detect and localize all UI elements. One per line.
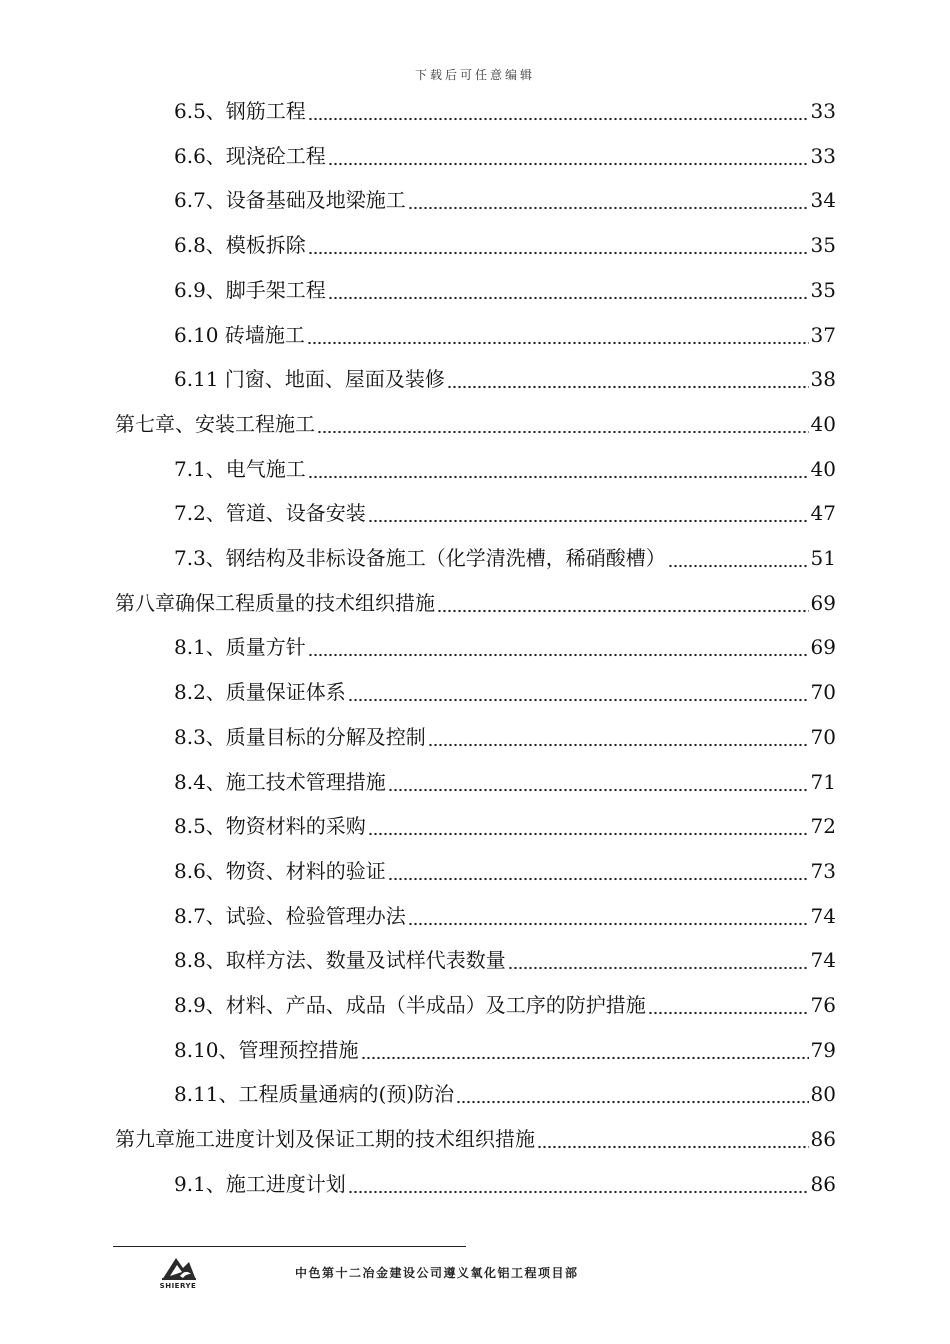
toc-entry-title: 8.3、质量目标的分解及控制 — [174, 724, 426, 749]
toc-dot-leader — [308, 637, 809, 657]
toc-entry-page: 33 — [810, 99, 836, 123]
toc-entry-page: 79 — [810, 1037, 836, 1062]
toc-dot-leader — [648, 995, 809, 1015]
toc-entry[interactable] — [174, 89, 836, 133]
toc-entry-title: 第八章确保工程质量的技术组织措施 — [115, 590, 435, 615]
toc-entry[interactable] — [174, 491, 836, 535]
toc-entry-page: 69 — [810, 635, 836, 660]
toc-entry[interactable] — [174, 313, 836, 357]
toc-entry-title: 8.8、取样方法、数量及试样代表数量 — [174, 948, 506, 973]
toc-dot-leader — [348, 1174, 809, 1194]
toc-entry-page: 70 — [810, 724, 836, 749]
footer-company-name: 中色第十二冶金建设公司遵义氧化铝工程项目部 — [295, 1266, 579, 1280]
toc-entry[interactable] — [174, 715, 836, 759]
toc-entry-page: 38 — [810, 367, 836, 392]
toc-dot-leader — [408, 906, 809, 926]
toc-entry-title: 8.1、质量方针 — [174, 635, 306, 660]
toc-entry-title: 8.5、物资材料的采购 — [174, 814, 366, 839]
toc-dot-leader — [388, 861, 809, 881]
toc-entry[interactable] — [174, 938, 836, 982]
toc-dot-leader — [456, 1084, 808, 1104]
toc-dot-leader — [328, 146, 809, 166]
toc-entry[interactable] — [174, 223, 836, 267]
toc-entry[interactable] — [174, 178, 836, 222]
toc-entry-title: 8.11、工程质量通病的(预)防治 — [174, 1082, 455, 1107]
toc-entry-page: 33 — [810, 143, 836, 168]
toc-entry-title: 6.9、脚手架工程 — [174, 277, 326, 302]
toc-dot-leader — [408, 190, 809, 210]
toc-entry-title: 6.5、钢筋工程 — [174, 99, 306, 123]
toc-entry-page: 70 — [810, 680, 836, 705]
toc-entry-title: 6.8、模板拆除 — [174, 233, 306, 258]
toc-entry-page: 37 — [810, 322, 836, 347]
page-header: 下载后可任意编辑 — [414, 68, 535, 82]
toc-entry-page: 74 — [810, 903, 836, 928]
toc-entry-page: 86 — [810, 1127, 836, 1152]
toc-entry[interactable] — [174, 983, 836, 1027]
toc-entry-title: 6.10 砖墙施工 — [174, 322, 305, 347]
toc-entry-title: 8.4、施工技术管理措施 — [174, 769, 386, 794]
toc-dot-leader — [368, 503, 809, 523]
toc-entry-title: 8.6、物资、材料的验证 — [174, 858, 386, 883]
toc-dot-leader — [361, 1040, 809, 1060]
toc-dot-leader — [537, 1129, 809, 1149]
toc-dot-leader — [437, 593, 809, 613]
toc-dot-leader — [307, 325, 809, 345]
toc-entry-title: 7.2、管道、设备安装 — [174, 501, 366, 526]
toc-entry[interactable] — [174, 134, 836, 178]
toc-entry-title: 6.6、现浇砼工程 — [174, 143, 326, 168]
toc-entry-page: 69 — [810, 590, 836, 615]
toc-dot-leader — [308, 101, 809, 121]
toc-entry-title: 6.11 门窗、地面、屋面及装修 — [174, 367, 445, 392]
toc-entry-page: 73 — [810, 858, 836, 883]
toc-dot-leader — [447, 369, 809, 389]
toc-chapter-entry[interactable] — [115, 581, 836, 625]
toc-entry[interactable] — [174, 536, 836, 580]
toc-dot-leader — [428, 727, 809, 747]
toc-entry-page: 86 — [810, 1171, 836, 1196]
toc-chapter-entry[interactable] — [115, 402, 836, 446]
toc-entry-page: 74 — [810, 948, 836, 973]
toc-dot-leader — [308, 235, 809, 255]
toc-entry-page: 80 — [810, 1082, 836, 1107]
toc-entry[interactable] — [174, 447, 836, 491]
toc-entry-title: 7.1、电气施工 — [174, 456, 306, 481]
toc-entry-title: 7.3、钢结构及非标设备施工（化学清洗槽，稀硝酸槽） — [174, 546, 666, 570]
toc-entry[interactable] — [174, 1072, 836, 1116]
toc-dot-leader — [668, 548, 809, 568]
toc-entry[interactable] — [174, 849, 836, 893]
toc-entry-title: 6.7、设备基础及地梁施工 — [174, 188, 406, 213]
toc-entry-page: 40 — [810, 456, 836, 481]
company-logo-text: SHIERYE — [159, 1282, 197, 1290]
toc-entry[interactable] — [174, 1028, 836, 1072]
toc-entry-title: 8.2、质量保证体系 — [174, 680, 346, 705]
toc-entry[interactable] — [174, 357, 836, 401]
toc-entry-title: 第九章施工进度计划及保证工期的技术组织措施 — [115, 1127, 535, 1152]
toc-dot-leader — [368, 816, 809, 836]
toc-entry-page: 35 — [810, 277, 836, 302]
toc-chapter-entry[interactable] — [115, 1117, 836, 1161]
toc-entry[interactable] — [174, 760, 836, 804]
toc-entry-page: 34 — [810, 188, 836, 213]
toc-entry-page: 47 — [810, 501, 836, 526]
toc-entry[interactable] — [174, 1162, 836, 1206]
toc-entry-title: 8.7、试验、检验管理办法 — [174, 903, 406, 928]
toc-entry[interactable] — [174, 804, 836, 848]
toc-entry[interactable] — [174, 268, 836, 312]
toc-entry-page: 35 — [810, 233, 836, 258]
toc-dot-leader — [508, 950, 809, 970]
toc-dot-leader — [388, 772, 809, 792]
toc-entry-title: 9.1、施工进度计划 — [174, 1171, 346, 1196]
toc-entry-page: 40 — [810, 411, 836, 436]
toc-dot-leader — [308, 459, 809, 479]
toc-entry-page: 71 — [810, 769, 836, 794]
toc-entry-title: 8.9、材料、产品、成品（半成品）及工序的防护措施 — [174, 993, 646, 1017]
toc-entry-page: 76 — [810, 993, 836, 1017]
toc-entry-title: 第七章、安装工程施工 — [115, 411, 315, 436]
toc-entry-page: 72 — [810, 814, 836, 839]
toc-entry[interactable] — [174, 625, 836, 669]
toc-entry[interactable] — [174, 670, 836, 714]
toc-dot-leader — [348, 682, 809, 702]
footer-divider — [113, 1246, 466, 1247]
toc-entry-page: 51 — [810, 546, 836, 570]
toc-dot-leader — [317, 414, 809, 434]
toc-entry-title: 8.10、管理预控措施 — [174, 1037, 359, 1062]
toc-dot-leader — [328, 280, 809, 300]
toc-entry[interactable] — [174, 894, 836, 938]
